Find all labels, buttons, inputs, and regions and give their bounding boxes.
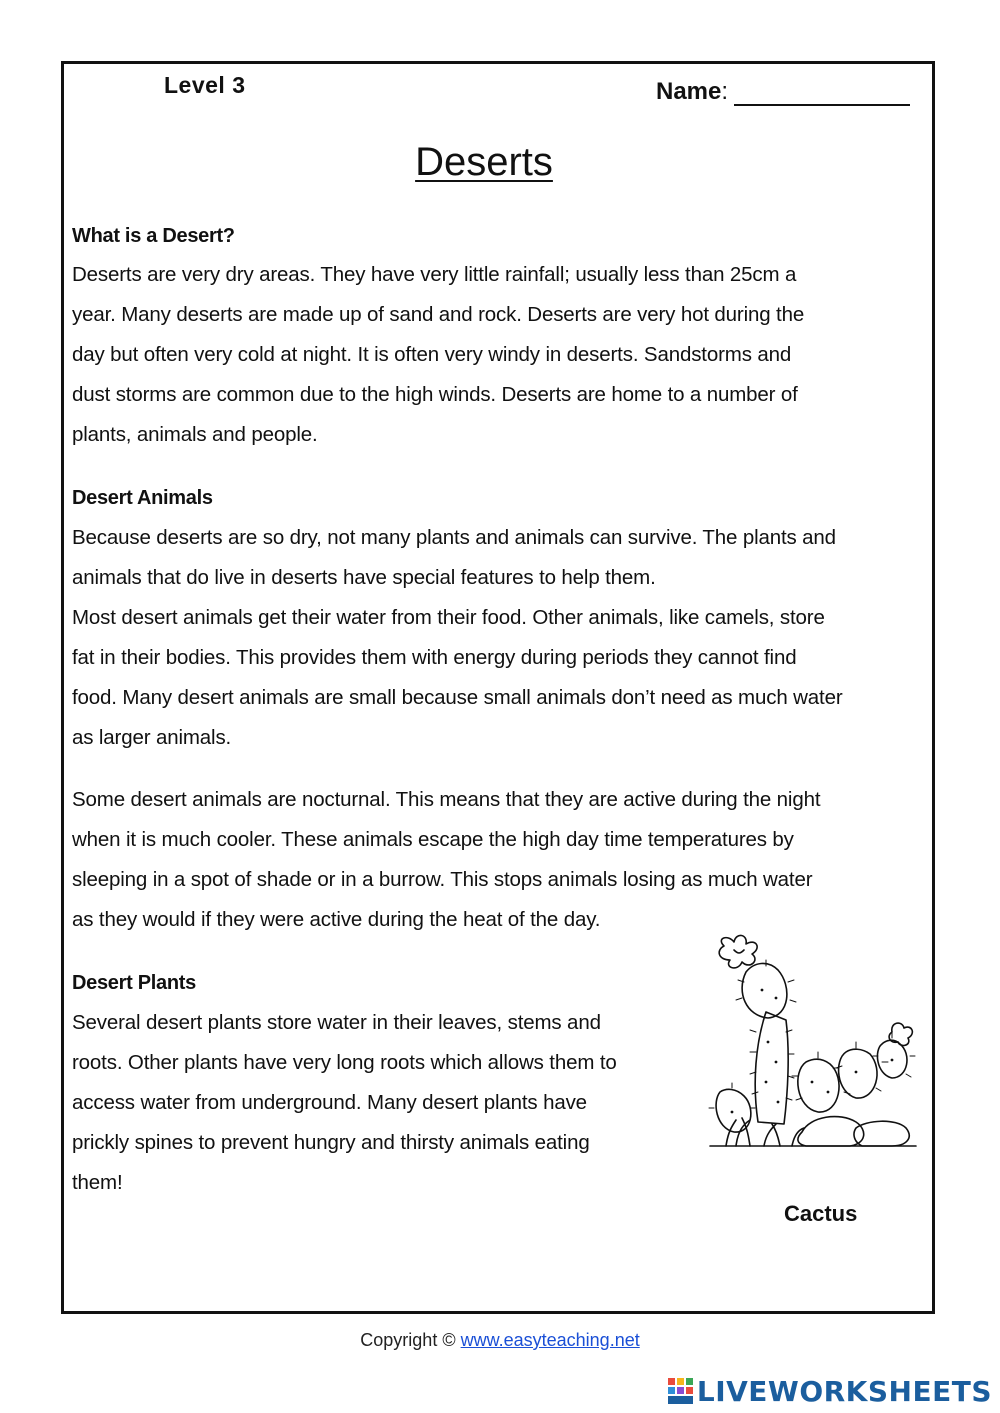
name-blank-line[interactable] [734, 86, 910, 106]
text-line: year. Many deserts are made up of sand and rock. Deserts are very hot during the [72, 303, 805, 326]
text-line: Several desert plants store water in their leaves, stems and [72, 1011, 601, 1034]
text-line: Because deserts are so dry, not many plants and animals can survive. The plants and [72, 526, 836, 549]
section-heading-desert-animals: Desert Animals [72, 487, 213, 509]
text-line: dust storms are common due to the high winds. Deserts are home to a number of [72, 383, 798, 406]
text-line: as larger animals. [72, 726, 232, 749]
page-title: Deserts [415, 140, 553, 184]
text-line: animals that do live in deserts have special features to help them. [72, 566, 656, 589]
text-line: when it is much cooler. These animals escape the high day time temperatures by [72, 828, 794, 851]
paragraph-desert-animals [72, 518, 843, 758]
text-line: as they would if they were active during the heat of the day. [72, 908, 601, 931]
section-heading-desert-plants: Desert Plants [72, 972, 196, 994]
text-line: day but often very cold at night. It is often very windy in deserts. Sandstorms and [72, 343, 792, 366]
section-heading-what-is-desert: What is a Desert? [72, 225, 235, 247]
text-line: access water from underground. Many desert plants have [72, 1091, 587, 1114]
name-colon: : [721, 78, 729, 105]
brand-text: LIVEWORKSHEETS [696, 1374, 992, 1408]
text-line: Most desert animals get their water from their food. Other animals, like camels, store [72, 606, 825, 629]
text-line: plants, animals and people. [72, 423, 318, 446]
liveworksheets-brand[interactable] [667, 1375, 992, 1407]
name-label: Name [656, 78, 722, 105]
copyright-prefix: Copyright © [360, 1330, 456, 1350]
name-field [656, 78, 910, 106]
copyright-link[interactable]: www.easyteaching.net [460, 1330, 640, 1350]
text-line: fat in their bodies. This provides them with energy during periods they cannot find [72, 646, 797, 669]
text-line: sleeping in a spot of shade or in a burrow. This stops animals losing as much water [72, 868, 813, 891]
copyright-line [0, 1330, 1000, 1351]
cactus-illustration [706, 932, 922, 1172]
image-caption: Cactus [784, 1201, 858, 1226]
level-label: Level 3 [164, 72, 246, 98]
text-line: food. Many desert animals are small because small animals don’t need as much water [72, 686, 843, 709]
paragraph-what-is-desert [72, 255, 804, 455]
text-line: prickly spines to prevent hungry and thirsty animals eating [72, 1131, 590, 1154]
liveworksheets-logo-icon [667, 1376, 695, 1406]
paragraph-desert-plants [72, 1003, 617, 1203]
text-line: roots. Other plants have very long roots which allows them to [72, 1051, 617, 1074]
paragraph-nocturnal-animals [72, 780, 820, 940]
text-line: Deserts are very dry areas. They have very little rainfall; usually less than 25cm a [72, 263, 797, 286]
text-line: Some desert animals are nocturnal. This means that they are active during the night [72, 788, 821, 811]
text-line: them! [72, 1171, 123, 1194]
